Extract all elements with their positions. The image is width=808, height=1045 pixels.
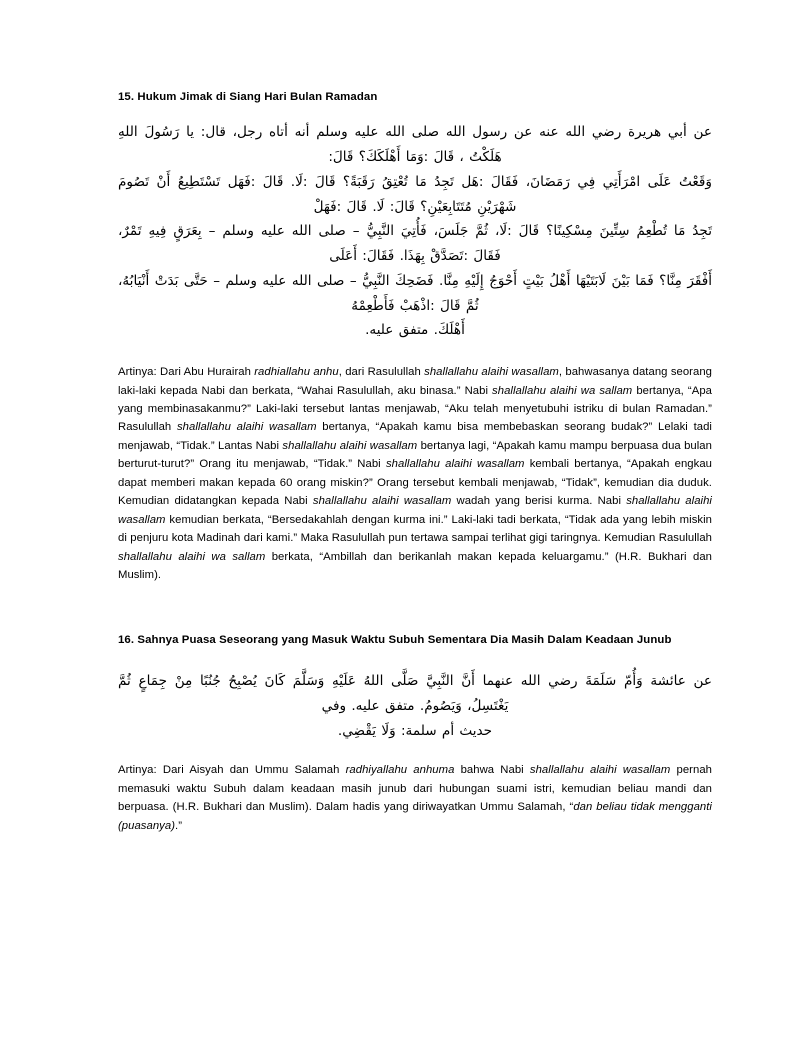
spacer xyxy=(118,649,712,669)
document-content xyxy=(118,88,712,835)
arabic-line: وَقَعْتُ عَلَى امْرَأَتِي فِي رَمَضَانَ، فَقَالَ :هَل تَجِدُ مَا تُعْتِقُ رَقَبَةً؟ قَالَ :لَا. قَالَ :فَهَل تَسْتَطِيعُ أَنْ تَصُومَ شَهْرَيْنِ مُتَتَابِعَيْنِ؟ قَالَ: لَا. قَالَ :فَهَلْ xyxy=(118,173,712,215)
translation-label: Artinya: xyxy=(118,366,157,379)
arabic-line: حديث أم سلمة: وَلَا يَقْضِي. xyxy=(337,722,493,739)
arabic-hadith-16 xyxy=(118,669,712,743)
spacer xyxy=(118,106,712,120)
translation-paragraph-15 xyxy=(118,363,712,585)
spacer xyxy=(118,585,712,631)
arabic-line: تَجِدُ مَا تُطْعِمُ سِتِّينَ مِسْكِينًا؟ قَالَ :لَا، ثُمَّ جَلَسَ، فَأُتِيَ النَّبِيُّ – صلى الله عليه وسلم – بِعَرَقٍ فِيهِ تَمْرٌ، فَقَالَ :تَصَدَّقْ بِهَذَا. فَقَالَ: أَعَلَى xyxy=(118,223,712,265)
spacer xyxy=(118,743,712,761)
arabic-line: أَفْقَرَ مِنَّا؟ فَمَا بَيْنَ لَابَتَيْهَا أَهْلُ بَيْتٍ أَحْوَجُ إِلَيْهِ مِنَّا. فَضَحِكَ النَّبِيُّ – صلى الله عليه وسلم – حَتَّى بَدَتْ أَنْيَابُهُ، ثُمَّ قَالَ :اذْهَبْ فَأَطْعِمْهُ xyxy=(118,272,712,314)
translation-body: Dari Abu Hurairah radhiallahu anhu, dari Rasulullah shallallahu alaihi wasallam, bahwasanya datang seorang laki-laki kepada Nabi dan berkata, “Wahai Rasulullah, aku binasa.” Nabi shallallahu alaihi wa sallam bertanya, “Apa yang membinasakanmu?” Laki-laki tersebut lantas menjawab, “Aku telah menyetubuhi istriku di bulan Ramadan.” Rasulullah shallallahu alaihi wasallam bertanya, “Apakah kamu bisa membebaskan seorang budak?” Lelaki tadi menjawab, “Tidak.” Lantas Nabi shallallahu alaihi wasallam bertanya lagi, “Apakah kamu mampu berpuasa dua bulan berturut-turut?” Orang itu menjawab, “Tidak.” Nabi shallallahu alaihi wasallam kembali bertanya, “Apakah engkau dapat memberi makan kepada 60 orang miskin?” Orang tersebut kembali menjawab, “Tidak”, kemudian dia duduk. Kemudian didatangkan kepada Nabi shallallahu alaihi wasallam wadah yang berisi kurma. Nabi shallallahu alaihi wasallam kemudian berkata, “Bersedakahlah dengan kurma ini.” Laki-laki tadi berkata, “Tidak ada yang lebih miskin di penjuru kota Madinah dari kami.” Maka Rasulullah pun tertawa sampai terlihat gigi taringnya. Kemudian Rasulullah shallallahu alaihi wa sallam berkata, “Ambillah dan berikanlah makan kepada keluargamu.” (H.R. Bukhari dan Muslim). xyxy=(118,366,713,582)
section-heading-15: 15. Hukum Jimak di Siang Hari Bulan Ramadan xyxy=(118,91,378,103)
translation-label: Artinya: xyxy=(118,764,157,777)
arabic-hadith-15 xyxy=(118,120,712,343)
arabic-line: أَهْلَكَ. متفق عليه. xyxy=(365,322,465,339)
arabic-line: عن عائشة وَأُمّ سَلَمَةَ رضي الله عنهما أَنَّ النَّبِيَّ صَلَّى اللهُ عَلَيْهِ وَسَلَّمَ كَانَ يُصْبِحُ جُنُبًا مِنْ جِمَاعٍ ثُمَّ يَغْتَسِلُ، وَيَصُومُ. متفق عليه. وفي xyxy=(118,673,712,714)
spacer xyxy=(118,343,712,363)
translation-paragraph-16 xyxy=(118,761,712,835)
section-heading-16: 16. Sahnya Puasa Seseorang yang Masuk Waktu Subuh Sementara Dia Masih Dalam Keadaan Junub xyxy=(118,633,672,646)
arabic-line: عن أبي هريرة رضي الله عنه عن رسول الله صلى الله عليه وسلم أنه أتاه رجل، قال: يا رَسُولَ اللهِ هَلَكْتُ ، قَالَ :وَمَا أَهْلَكَكَ؟ قَالَ: xyxy=(118,124,712,166)
translation-body: Dari Aisyah dan Ummu Salamah radhiyallahu anhuma bahwa Nabi shallallahu alaihi wasallam pernah memasuki waktu Subuh dalam keadaan masih junub dari hubungan suami istri, kemudian beliau mandi dan berpuasa. (H.R. Bukhari dan Muslim). Dalam hadis yang diriwayatkan Ummu Salamah, “dan beliau tidak mengganti (puasanya).” xyxy=(118,764,712,832)
